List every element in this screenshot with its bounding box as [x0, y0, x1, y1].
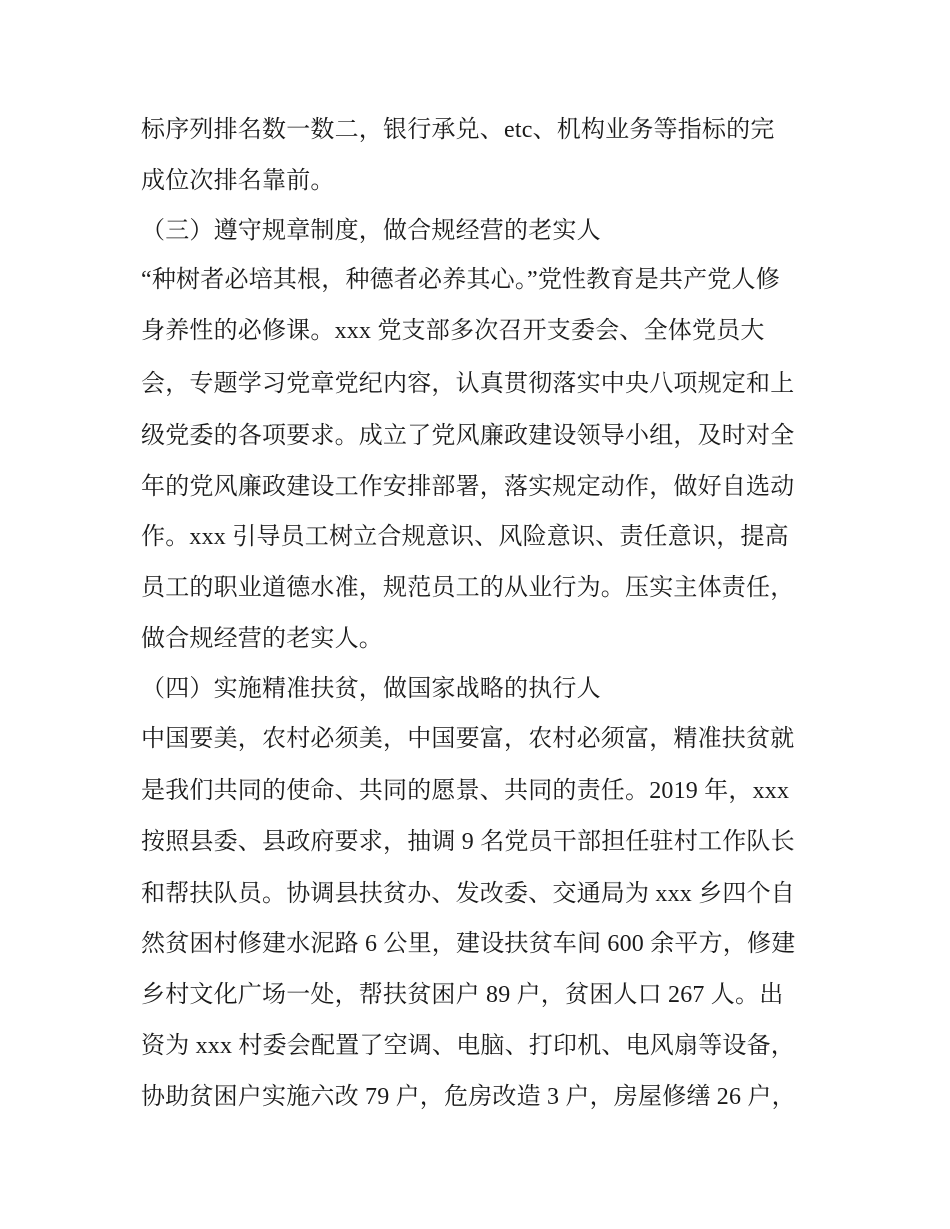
paragraph-line: 标序列排名数一数二，银行承兑、etc、机构业务等指标的完	[141, 117, 775, 143]
paragraph-line: 按照县委、县政府要求，抽调 9 名党员干部担任驻村工作队长	[141, 829, 795, 855]
paragraph-line: 做合规经营的老实人。	[141, 626, 383, 652]
paragraph-line: 作。xxx 引导员工树立合规意识、风险意识、责任意识，提高	[141, 524, 789, 550]
paragraph-line: 乡村文化广场一处，帮扶贫困户 89 户，贫困人口 267 人。出	[141, 982, 784, 1008]
paragraph-line: 会，专题学习党章党纪内容，认真贯彻落实中央八项规定和上	[141, 371, 795, 397]
paragraph-line: 成位次排名靠前。	[141, 168, 335, 194]
paragraph-line: 身养性的必修课。xxx 党支部多次召开支委会、全体党员大	[141, 318, 765, 344]
paragraph-line: 年的党风廉政建设工作安排部署，落实规定动作，做好自选动	[141, 474, 795, 500]
paragraph-line: 资为 xxx 村委会配置了空调、电脑、打印机、电风扇等设备，	[141, 1033, 795, 1059]
section-heading-4: （四）实施精准扶贫，做国家战略的执行人	[141, 676, 601, 702]
paragraph-line: “种树者必培其根，种德者必养其心。”党性教育是共产党人修	[141, 267, 780, 293]
paragraph-line: 是我们共同的使命、共同的愿景、共同的责任。2019 年，xxx	[141, 778, 790, 804]
paragraph-line: 和帮扶队员。协调县扶贫办、发改委、交通局为 xxx 乡四个自	[141, 881, 795, 907]
section-heading-3: （三）遵守规章制度，做合规经营的老实人	[141, 218, 601, 244]
paragraph-line: 员工的职业道德水准，规范员工的从业行为。压实主体责任，	[141, 575, 795, 601]
paragraph-line: 协助贫困户实施六改 79 户，危房改造 3 户，房屋修缮 26 户，	[141, 1084, 796, 1110]
paragraph-line: 然贫困村修建水泥路 6 公里，建设扶贫车间 600 余平方，修建	[141, 931, 796, 957]
paragraph-line: 中国要美，农村必须美，中国要富，农村必须富，精准扶贫就	[141, 726, 795, 752]
paragraph-line: 级党委的各项要求。成立了党风廉政建设领导小组，及时对全	[141, 423, 795, 449]
